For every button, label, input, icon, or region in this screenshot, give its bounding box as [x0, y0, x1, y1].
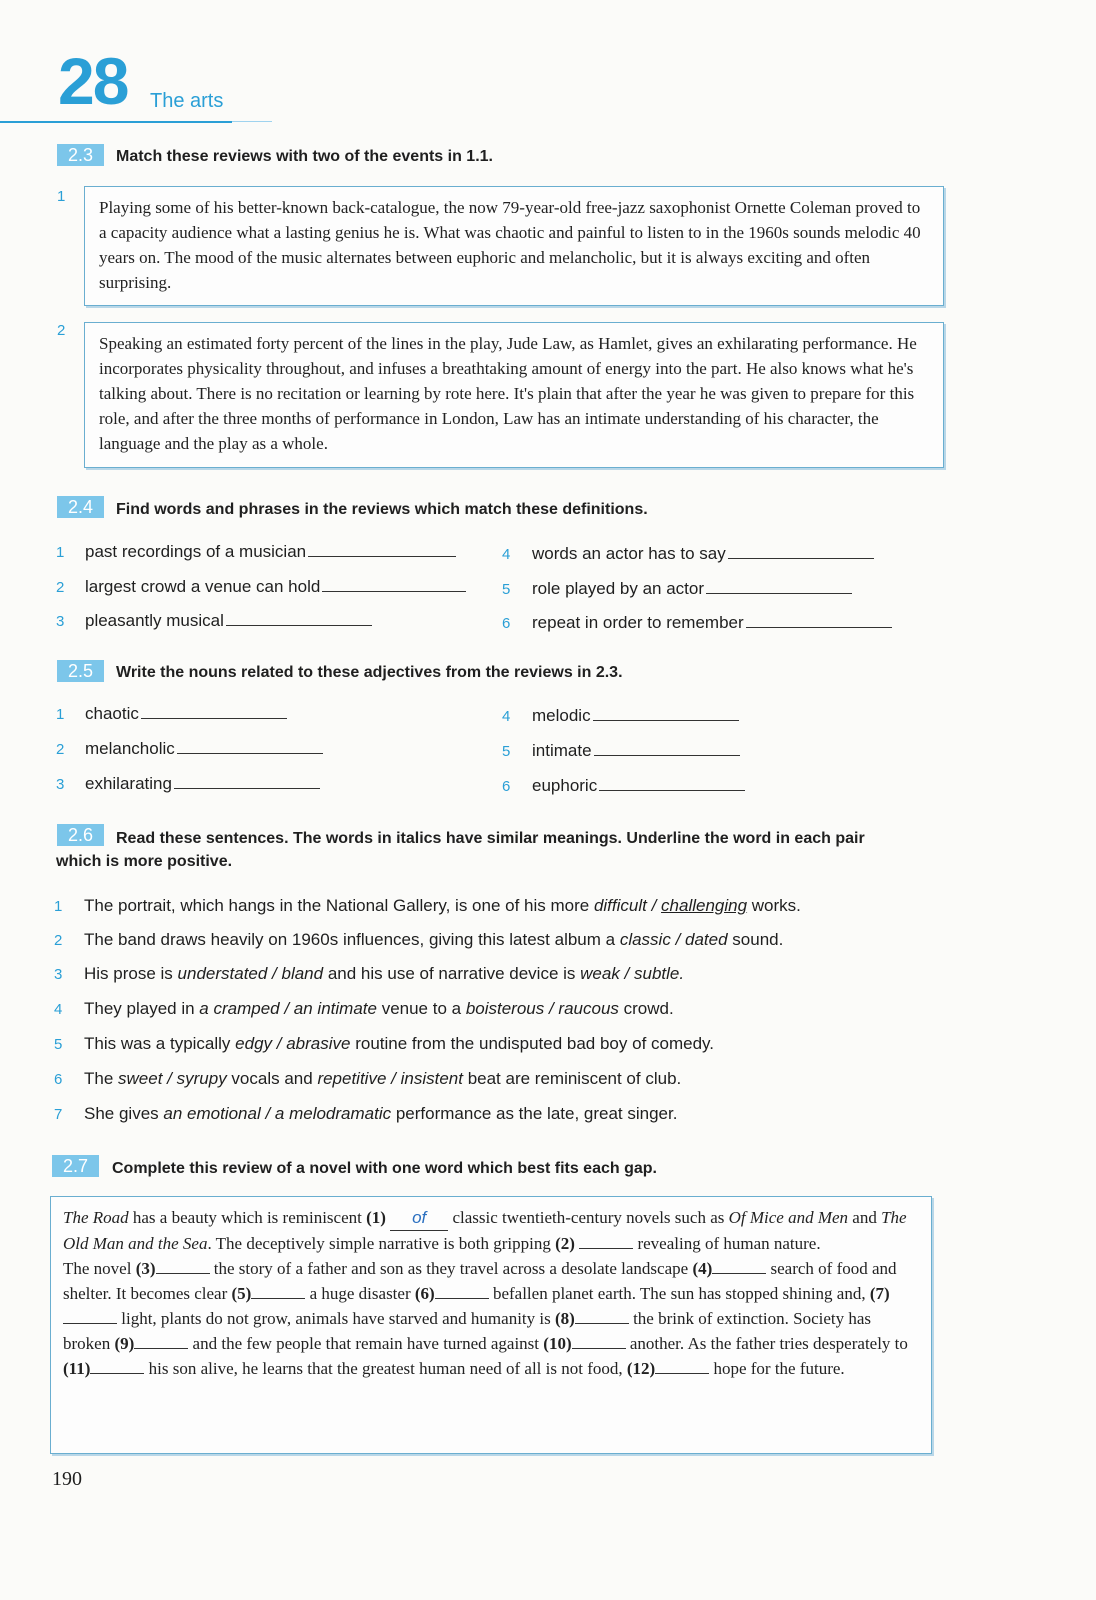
text-run: befallen planet earth. The sun has stopped shining and, [488, 1284, 870, 1303]
sentence-text: She gives [84, 1104, 164, 1123]
italic-word[interactable]: abrasive [286, 1034, 351, 1053]
page-number: 190 [52, 1468, 82, 1490]
definition-item [532, 579, 852, 599]
definition-item [532, 544, 874, 564]
text-run: and [848, 1208, 882, 1227]
adjective-item [85, 704, 287, 724]
italic-word[interactable]: dated [685, 930, 728, 949]
italic-word[interactable]: repetitive [317, 1069, 387, 1088]
sentence [84, 930, 783, 950]
sentence-number: 6 [54, 1071, 63, 1088]
gap-blank[interactable] [572, 1334, 626, 1349]
gap-label: (5) [231, 1284, 252, 1303]
adjective-item [532, 776, 745, 796]
chapter-number: 28 [58, 44, 128, 118]
gap-blank[interactable] [575, 1309, 629, 1324]
italic-word[interactable]: subtle. [634, 964, 685, 983]
italic-word[interactable]: edgy [235, 1034, 273, 1053]
adjective-item [85, 739, 323, 759]
gap-blank[interactable] [134, 1334, 188, 1349]
definition-item [85, 611, 372, 631]
item-number: 2 [56, 579, 65, 596]
item-number: 1 [56, 544, 65, 561]
italic-word[interactable]: challenging [661, 896, 748, 915]
gap-label: (9) [114, 1334, 135, 1353]
chapter-rule-fade [232, 121, 272, 122]
definition-item [85, 542, 456, 562]
sentence-text: works. [747, 896, 801, 915]
sentence-number: 3 [54, 966, 63, 983]
exercise-heading-2-6-cont: which is more positive. [56, 853, 233, 870]
sentence-text: performance as the late, great singer. [391, 1104, 678, 1123]
item-number: 4 [502, 708, 511, 725]
adjective-text: chaotic [85, 704, 139, 723]
sentence-text: sound. [727, 930, 784, 949]
text-run: light, plants do not grow, animals have starved and humanity is [117, 1309, 555, 1328]
italic-word[interactable]: sweet [118, 1069, 163, 1088]
definition-text: words an actor has to say [532, 544, 726, 563]
sentence-number: 2 [54, 932, 63, 949]
answer-line[interactable] [308, 555, 456, 557]
answer-line[interactable] [593, 719, 739, 721]
answer-line[interactable] [141, 717, 287, 719]
chapter-rule [0, 121, 232, 123]
book-title: The Old Man and the Sea [63, 1208, 907, 1253]
italic-word[interactable]: / [267, 964, 282, 983]
item-number: 2 [56, 741, 65, 758]
sentence [84, 1104, 677, 1124]
italic-word[interactable]: / [544, 999, 559, 1018]
exercise-badge-2-5: 2.5 [57, 660, 104, 682]
item-number: 3 [56, 776, 65, 793]
exercise-heading-2-6: Read these sentences. The words in italics have similar meanings. Underline the word in each pair [116, 830, 865, 847]
text-run: hope for the future. [709, 1359, 845, 1378]
sentence-text: vocals and [226, 1069, 318, 1088]
italic-word[interactable]: / [386, 1069, 401, 1088]
definition-text: largest crowd a venue can hold [85, 577, 321, 596]
adjective-text: melodic [532, 706, 591, 725]
definition-item [532, 613, 892, 633]
item-number: 6 [502, 778, 511, 795]
book-title: Of Mice and Men [728, 1208, 849, 1227]
text-run: a huge disaster [305, 1284, 415, 1303]
sentence-text: venue to a [376, 999, 466, 1018]
sentence-text: This was a typically [84, 1034, 236, 1053]
answer-line[interactable] [706, 592, 852, 594]
italic-word[interactable]: bland [281, 964, 324, 983]
answer-line[interactable] [177, 752, 323, 754]
italic-word[interactable]: insistent [400, 1069, 463, 1088]
definition-text: past recordings of a musician [85, 542, 307, 561]
sentence-text: The [84, 1069, 119, 1088]
text-run: another. As the father tries desperately to [625, 1334, 908, 1353]
sentence-text: The portrait, which hangs in the National Gallery, is one of his more [84, 896, 594, 915]
sentence-text: routine from the undisputed bad boy of comedy. [350, 1034, 715, 1053]
italic-word[interactable]: / [279, 999, 294, 1018]
italic-word[interactable]: weak [580, 964, 620, 983]
answer-line[interactable] [599, 789, 745, 791]
exercise-badge-2-3: 2.3 [57, 144, 104, 166]
gap-blank[interactable] [63, 1309, 117, 1324]
review-box-1 [84, 186, 944, 306]
adjective-item [532, 741, 740, 761]
adjective-text: melancholic [85, 739, 175, 758]
answer-line[interactable] [728, 557, 874, 559]
gap-blank[interactable] [251, 1284, 305, 1299]
adjective-item [532, 706, 739, 726]
adjective-text: exhilarating [85, 774, 172, 793]
text-run: has a beauty which is reminiscent [128, 1208, 367, 1227]
adjective-text: euphoric [532, 776, 598, 795]
item-number: 4 [502, 546, 511, 563]
adjective-item [85, 774, 320, 794]
novel-review-para-1 [63, 1205, 919, 1256]
exercise-heading-2-3: Match these reviews with two of the events in 1.1. [116, 148, 493, 165]
gap-label: (3) [135, 1259, 156, 1278]
text-run: the story of a father and son as they travel across a desolate landscape [209, 1259, 693, 1278]
definition-text: repeat in order to remember [532, 613, 744, 632]
italic-word[interactable]: / [260, 1104, 275, 1123]
exercise-badge-2-7: 2.7 [52, 1155, 99, 1177]
italic-word[interactable]: a cramped [199, 999, 280, 1018]
answer-line[interactable] [174, 787, 320, 789]
exercise-badge-2-4: 2.4 [57, 496, 104, 518]
gap-label: (10) [543, 1334, 572, 1353]
italic-word[interactable]: boisterous [465, 999, 545, 1018]
gap-label: (4) [692, 1259, 713, 1278]
review-box-2 [84, 322, 944, 468]
italic-word[interactable]: syrupy [176, 1069, 227, 1088]
sentence-text: His prose is [84, 964, 178, 983]
italic-word[interactable]: an intimate [293, 999, 377, 1018]
gap-label: (8) [555, 1309, 575, 1328]
exercise-heading-2-7: Complete this review of a novel with one word which best fits each gap. [112, 1160, 657, 1177]
answer-line[interactable] [594, 754, 740, 756]
gap-label: (7) [869, 1284, 890, 1303]
italic-word[interactable]: / [272, 1034, 287, 1053]
novel-review-para-2 [63, 1256, 919, 1381]
sentence [84, 1034, 714, 1054]
text-run: search of food and shelter. It becomes clear [63, 1259, 897, 1303]
item-number: 3 [56, 613, 65, 630]
gap-blank[interactable] [435, 1284, 489, 1299]
adjective-text: intimate [532, 741, 592, 760]
text-run: and the few people that remain have turned against [188, 1334, 544, 1353]
text-run: The novel [63, 1259, 136, 1278]
definition-item [85, 577, 466, 597]
italic-word[interactable]: difficult [593, 896, 647, 915]
italic-word[interactable]: raucous [558, 999, 619, 1018]
answer-line[interactable] [226, 624, 372, 626]
gap-answer-1[interactable]: of [390, 1205, 448, 1231]
italic-word[interactable]: classic [619, 930, 671, 949]
sentence-number: 7 [54, 1106, 63, 1123]
novel-review-box [50, 1196, 932, 1454]
italic-word[interactable]: a melodramatic [274, 1104, 392, 1123]
gap-label: (2) [555, 1234, 575, 1253]
item-number: 6 [502, 615, 511, 632]
exercise-badge-2-6: 2.6 [57, 824, 104, 846]
sentence [84, 1069, 681, 1089]
gap-label: (12) [626, 1359, 656, 1378]
text-run: revealing of human nature. [633, 1234, 821, 1253]
gap-blank[interactable] [90, 1359, 144, 1374]
gap-label: (6) [414, 1284, 435, 1303]
gap-label: (11) [63, 1359, 91, 1378]
review-number: 1 [57, 188, 66, 205]
review-number: 2 [57, 322, 66, 339]
sentence-text: and his use of narrative device is [323, 964, 581, 983]
italic-word[interactable]: / [670, 930, 686, 949]
text-run: his son alive, he learns that the greatest human need of all is not food, [144, 1359, 627, 1378]
exercise-heading-2-5: Write the nouns related to these adjectives from the reviews in 2.3. [116, 664, 623, 681]
sentence-text: beat are reminiscent of club. [462, 1069, 682, 1088]
text-run: classic twentieth-century novels such as [448, 1208, 729, 1227]
sentence-number: 4 [54, 1001, 63, 1018]
italic-word[interactable]: an emotional [163, 1104, 261, 1123]
sentence-text: They played in [84, 999, 200, 1018]
sentence [84, 999, 674, 1019]
sentence [84, 964, 684, 984]
sentence-number: 5 [54, 1036, 63, 1053]
italic-word[interactable]: / [619, 964, 634, 983]
gap-blank[interactable] [712, 1259, 766, 1274]
definition-text: pleasantly musical [85, 611, 224, 630]
sentence [84, 896, 801, 916]
review-text: Playing some of his better-known back-catalogue, the now 79-year-old free-jazz saxophonist Ornette Coleman proved to a capacity audience what a lasting genius he is. What was chaotic and painful to listen to in the 1960s sounds melodic 40 years on. The mood of the music alternates between euphoric and melancholic, but it is always exciting and often surprising. [99, 198, 921, 292]
chapter-title: The arts [150, 90, 224, 112]
gap-label: (1) [366, 1208, 386, 1227]
italic-word[interactable]: / [646, 896, 662, 915]
sentence-text: The band draws heavily on 1960s influences, giving this latest album a [84, 930, 620, 949]
review-text: Speaking an estimated forty percent of the lines in the play, Jude Law, as Hamlet, gives an exhilarating performance. He incorporates physicality throughout, and infuses a breathtaking amount of energy into the part. He also knows what he's talking about. There is no recitation or learning by rote here. It's plain that after the year he was given to prepare for this role, and after the three months of performance in London, Law has an intimate understanding of his character, the language and the play as a whole. [99, 334, 917, 453]
answer-line[interactable] [746, 626, 892, 628]
sentence-text: crowd. [618, 999, 674, 1018]
italic-word[interactable]: / [162, 1069, 177, 1088]
text-run: . The deceptively simple narrative is both gripping [207, 1234, 556, 1253]
italic-word[interactable]: understated [177, 964, 268, 983]
item-number: 5 [502, 743, 511, 760]
gap-blank[interactable] [655, 1359, 709, 1374]
gap-blank[interactable] [156, 1259, 210, 1274]
exercise-heading-2-4: Find words and phrases in the reviews which match these definitions. [116, 501, 648, 518]
gap-blank[interactable] [579, 1234, 633, 1249]
answer-line[interactable] [322, 590, 466, 592]
definition-text: role played by an actor [532, 579, 704, 598]
text-run: the brink of extinction. Society has broken [63, 1309, 872, 1353]
book-title: The Road [63, 1208, 129, 1227]
item-number: 5 [502, 581, 511, 598]
item-number: 1 [56, 706, 65, 723]
sentence-number: 1 [54, 898, 63, 915]
